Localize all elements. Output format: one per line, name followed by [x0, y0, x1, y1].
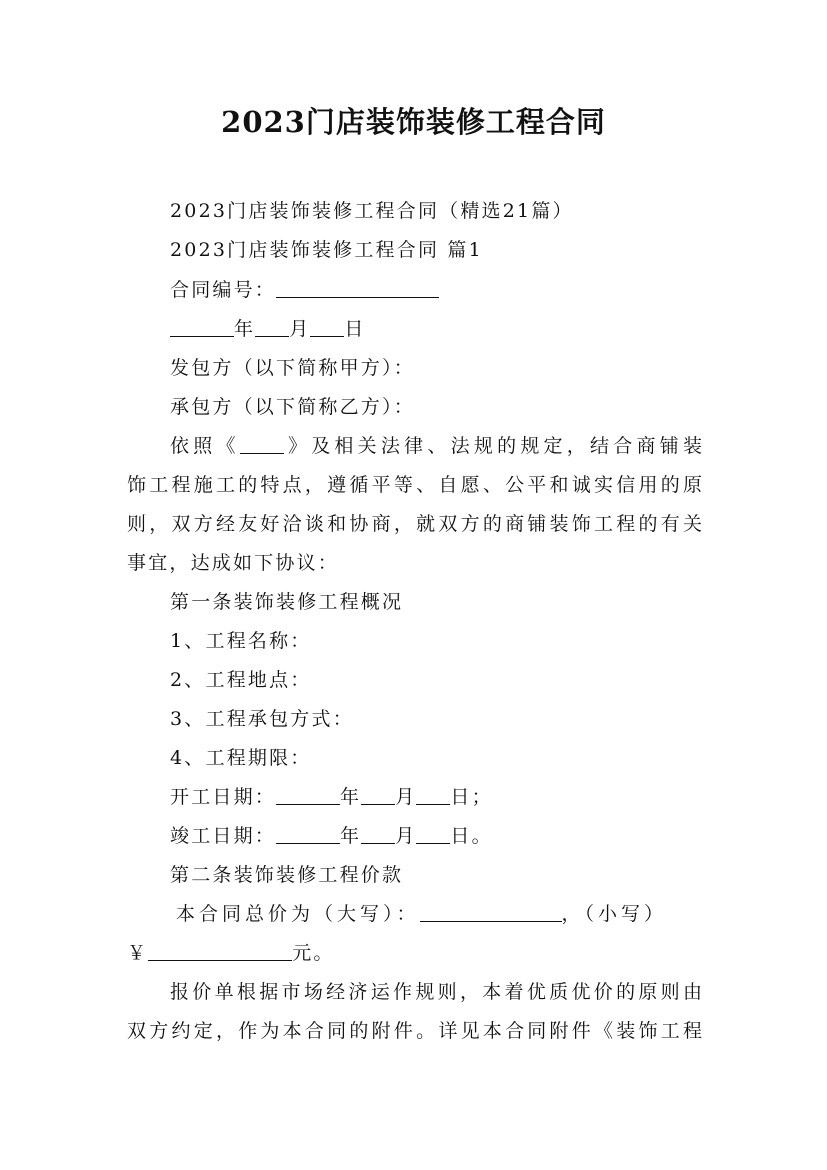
- start-date-label: 开工日期：: [170, 786, 277, 808]
- item-project-location: 2、工程地点：: [170, 669, 312, 691]
- paragraph-1-line-4: 事宜，达成如下协议：: [127, 552, 340, 574]
- paragraph-2-line-2: 双方约定，作为本合同的附件。详见本合同附件《装饰工程: [127, 1020, 702, 1042]
- para1-suffix: 》及相关法律、法规的规定，结合商铺装: [283, 435, 702, 457]
- finish-day-blank: [416, 825, 450, 844]
- party-b-line: 承包方（以下简称乙方）：: [170, 396, 415, 418]
- year-blank: [170, 318, 234, 337]
- price-lowercase-blank: [148, 942, 292, 961]
- start-day-label: 日；: [450, 786, 493, 808]
- paragraph-1-line-3: 则，双方经友好洽谈和协商，就双方的商铺装饰工程的有关: [127, 513, 702, 535]
- price-line-1: [176, 902, 667, 926]
- start-date-line: [170, 785, 493, 809]
- price-lowercase-label: ，（小写）: [561, 903, 668, 925]
- finish-date-line: [170, 824, 493, 848]
- subtitle-line: 2023门店装饰装修工程合同（精选21篇）: [170, 200, 574, 222]
- item-contract-method: 3、工程承包方式：: [170, 708, 354, 730]
- item-project-name: 1、工程名称：: [170, 630, 312, 652]
- paragraph-1-line-2: 饰工程施工的特点，遵循平等、自愿、公平和诚实信用的原: [127, 474, 702, 496]
- finish-month-label: 月: [395, 825, 417, 847]
- month-label: 月: [289, 318, 311, 340]
- article-1-heading: 第一条装饰装修工程概况: [170, 591, 404, 613]
- price-uppercase-label: 本合同总价为（大写）：: [176, 903, 420, 925]
- start-day-blank: [416, 786, 450, 805]
- start-year-blank: [276, 786, 340, 805]
- contract-number-line: [170, 278, 439, 302]
- paragraph-1-line-1: [170, 434, 702, 458]
- party-a-line: 发包方（以下简称甲方）：: [170, 357, 415, 379]
- year-label: 年: [234, 318, 256, 340]
- start-year-label: 年: [340, 786, 362, 808]
- finish-date-label: 竣工日期：: [170, 825, 277, 847]
- price-line-2: [127, 941, 335, 965]
- contract-number-blank: [276, 279, 439, 298]
- para1-prefix: 依照《: [170, 435, 240, 457]
- date-line: [170, 317, 366, 341]
- section-heading: 2023门店装饰装修工程合同 篇1: [170, 239, 483, 261]
- finish-year-label: 年: [340, 825, 362, 847]
- month-blank: [255, 318, 289, 337]
- contract-number-label: 合同编号：: [170, 279, 277, 301]
- paragraph-2-line-1: 报价单根据市场经济运作规则，本着优质优价的原则由: [170, 981, 702, 1003]
- yen-symbol: ￥: [127, 942, 149, 964]
- start-month-blank: [361, 786, 395, 805]
- yuan-label: 元。: [292, 942, 335, 964]
- finish-year-blank: [276, 825, 340, 844]
- day-label: 日: [344, 318, 366, 340]
- price-uppercase-blank: [420, 903, 562, 922]
- start-month-label: 月: [395, 786, 417, 808]
- item-project-period: 4、工程期限：: [170, 747, 312, 769]
- law-name-blank: [240, 435, 284, 454]
- finish-day-label: 日。: [450, 825, 493, 847]
- document-title: 2023门店装饰装修工程合同: [221, 105, 606, 139]
- day-blank: [310, 318, 344, 337]
- finish-month-blank: [361, 825, 395, 844]
- article-2-heading: 第二条装饰装修工程价款: [170, 864, 404, 886]
